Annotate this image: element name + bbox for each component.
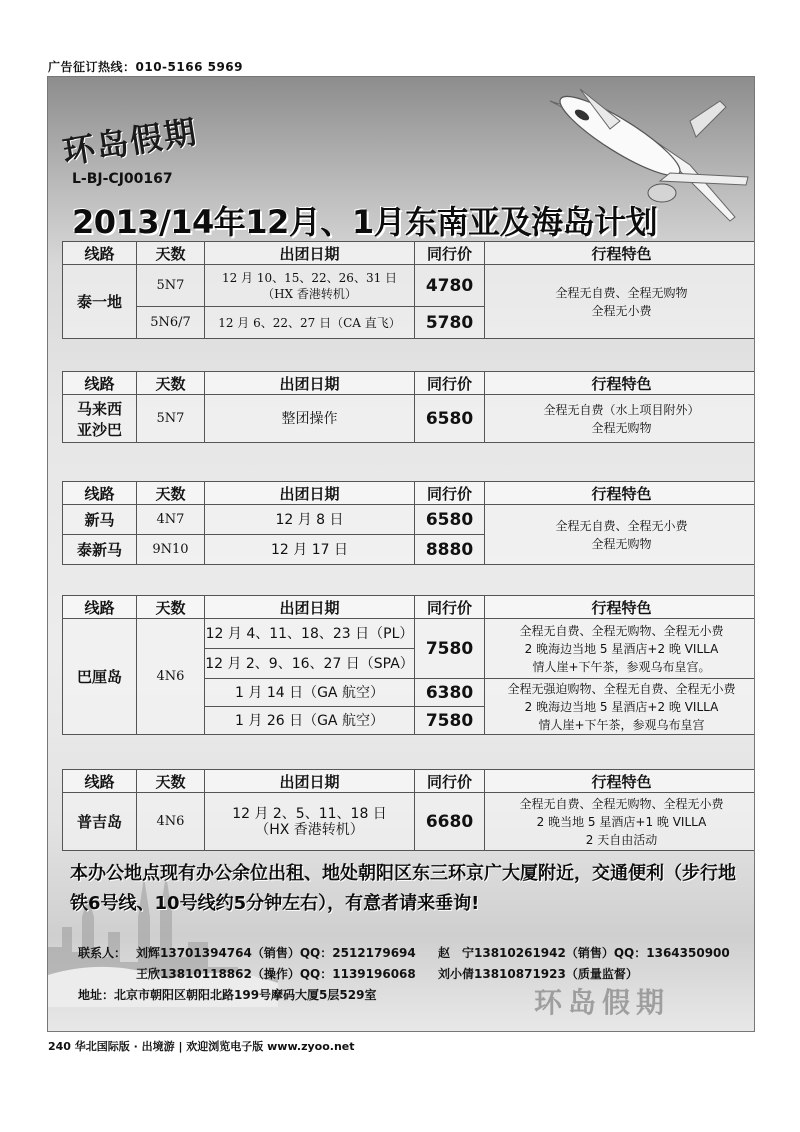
header-date: 出团日期: [205, 242, 415, 265]
route-date: 12 月 4、11、18、23 日（PL）: [205, 619, 415, 649]
feature-line: 全程无自费、全程无购物、全程无小费: [519, 623, 724, 638]
route-name: 新马: [63, 505, 137, 535]
header-route: 线路: [63, 482, 137, 505]
contact-quality: 刘小倩13810871923（质量监督）: [438, 967, 638, 981]
header-features: 行程特色: [485, 482, 756, 505]
feature-line: 2 晚当地 5 星酒店+1 晚 VILLA: [536, 814, 707, 829]
route-price: 4780: [415, 265, 485, 307]
route-features: [485, 505, 756, 565]
header-features: 行程特色: [485, 372, 756, 395]
route-date-note: （HX 香港转机）: [255, 821, 364, 838]
route-days: 4N6: [137, 793, 205, 851]
route-features: [485, 793, 756, 851]
route-features: [485, 679, 756, 735]
contact-operations: 王欣13810118862（操作）QQ：1139196068: [136, 967, 416, 981]
route-name: 泰新马: [63, 535, 137, 565]
route-date-note: （HX 香港转机）: [262, 286, 357, 301]
route-price: 6380: [415, 679, 485, 707]
header-route: 线路: [63, 242, 137, 265]
route-date-line: 12 月 10、15、22、26、31 日: [221, 270, 398, 285]
header-price: 同行价: [415, 242, 485, 265]
route-name: 巴厘岛: [63, 619, 137, 735]
route-date: 12 月 8 日: [205, 505, 415, 535]
route-date-line: 12 月 2、5、11、18 日: [232, 805, 387, 822]
feature-line: 情人崖+下午茶，参观乌布皇宫。: [532, 659, 711, 674]
license-number: L-BJ-CJ00167: [72, 171, 173, 187]
feature-line: 全程无自费、全程无小费: [555, 518, 688, 533]
feature-line: 2 天自由活动: [585, 832, 658, 847]
route-date: [205, 265, 415, 307]
route-features: [485, 265, 756, 339]
route-name-line: 亚沙巴: [76, 420, 122, 439]
route-days: 5N7: [137, 395, 205, 443]
route-price: 6680: [415, 793, 485, 851]
office-rental-notice: 本办公地点现有办公余位出租、地处朝阳区东三环京广大厦附近，交通便利（步行地铁6号线、10号线约5分钟左右），有意者请来垂询!: [70, 863, 736, 914]
header-days: 天数: [137, 372, 205, 395]
feature-line: 全程无购物: [591, 420, 652, 435]
header-features: 行程特色: [485, 242, 756, 265]
header-route: 线路: [63, 596, 137, 619]
contact-label: 联系人：: [78, 946, 127, 960]
contact-sales-1: 刘辉13701394764（销售）QQ：2512179694: [136, 946, 416, 960]
route-date: 1 月 26 日（GA 航空）: [205, 707, 415, 735]
brand-watermark: 环岛假期: [534, 986, 671, 1019]
feature-line: 全程无小费: [591, 303, 652, 318]
route-features: [485, 395, 756, 443]
route-days: 9N10: [137, 535, 205, 565]
header-price: 同行价: [415, 770, 485, 793]
header-features: 行程特色: [485, 596, 756, 619]
route-name-line: 马来西: [76, 399, 122, 418]
route-name: 普吉岛: [63, 793, 137, 851]
feature-line: 2 晚海边当地 5 星酒店+2 晚 VILLA: [524, 699, 719, 714]
route-date: 12 月 2、9、16、27 日（SPA）: [205, 649, 415, 679]
office-address: 地址：北京市朝阳区朝阳北路199号摩码大厦5层529室: [78, 988, 377, 1002]
feature-line: 2 晚海边当地 5 星酒店+2 晚 VILLA: [524, 641, 719, 656]
route-date: 12 月 6、22、27 日（CA 直飞）: [205, 307, 415, 339]
route-date: [205, 793, 415, 851]
header-date: 出团日期: [205, 372, 415, 395]
header-route: 线路: [63, 770, 137, 793]
route-features: [485, 619, 756, 679]
header-route: 线路: [63, 372, 137, 395]
header-days: 天数: [137, 596, 205, 619]
route-table-singapore-malaysia: [62, 481, 755, 565]
route-table-sabah: [62, 371, 755, 443]
header-price: 同行价: [415, 596, 485, 619]
route-price: 7580: [415, 707, 485, 735]
header-days: 天数: [137, 770, 205, 793]
route-price: 8880: [415, 535, 485, 565]
route-table-bali: [62, 595, 755, 735]
route-name: [63, 395, 137, 443]
headline: 2013/14年12月、1月东南亚及海岛计划: [72, 203, 658, 241]
header-price: 同行价: [415, 372, 485, 395]
feature-line: 全程无强迫购物、全程无自费、全程无小费: [507, 681, 736, 696]
advertisement: [47, 76, 755, 1032]
route-table-thailand: [62, 241, 755, 339]
route-date: 12 月 17 日: [205, 535, 415, 565]
route-name: 泰一地: [63, 265, 137, 339]
page-footer: 240 华北国际版 · 出境游 | 欢迎浏览电子版 www.zyoo.net: [48, 1040, 355, 1053]
header-days: 天数: [137, 242, 205, 265]
route-date: 1 月 14 日（GA 航空）: [205, 679, 415, 707]
route-price: 5780: [415, 307, 485, 339]
feature-line: 全程无自费、全程无购物、全程无小费: [519, 796, 724, 811]
route-days: 5N7: [137, 265, 205, 307]
route-table-phuket: [62, 769, 755, 851]
feature-line: 全程无自费、全程无购物: [555, 285, 688, 300]
route-days: 5N6/7: [137, 307, 205, 339]
feature-line: 全程无自费（水上项目附外）: [543, 402, 700, 417]
brand-logo: 环岛假期: [60, 112, 201, 172]
header-price: 同行价: [415, 482, 485, 505]
header-date: 出团日期: [205, 482, 415, 505]
route-date: 整团操作: [205, 395, 415, 443]
header-date: 出团日期: [205, 596, 415, 619]
route-price: 6580: [415, 505, 485, 535]
header-date: 出团日期: [205, 770, 415, 793]
feature-line: 全程无购物: [591, 536, 652, 551]
contact-sales-2: 赵 宁13810261942（销售）QQ：1364350900: [438, 946, 730, 960]
route-price: 6580: [415, 395, 485, 443]
header-days: 天数: [137, 482, 205, 505]
header-features: 行程特色: [485, 770, 756, 793]
route-days: 4N6: [137, 619, 205, 735]
route-price: 7580: [415, 619, 485, 679]
ad-hotline: 广告征订热线：010-5166 5969: [48, 60, 244, 74]
feature-line: 情人崖+下午茶，参观乌布皇宫: [538, 717, 705, 732]
route-days: 4N7: [137, 505, 205, 535]
